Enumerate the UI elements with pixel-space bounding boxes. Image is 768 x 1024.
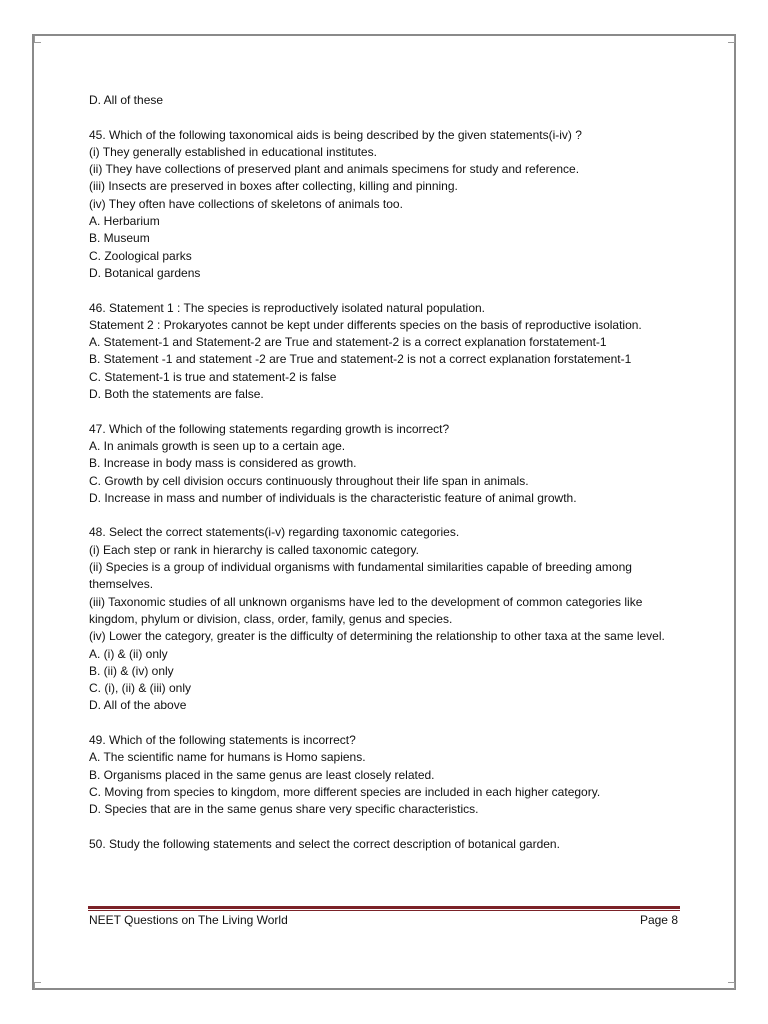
footer-rule: [88, 906, 680, 909]
answer-option: B. Increase in body mass is considered as growth.: [89, 456, 357, 471]
statement: (iii) Taxonomic studies of all unknown organisms have led to the development of common categories like kingdom, phylum or division, class, order, family, genus and species.: [89, 594, 643, 626]
answer-option: C. (i), (ii) & (iii) only: [89, 681, 191, 696]
answer-option: D. All of these: [89, 93, 164, 107]
answer-option: A. (i) & (ii) only: [89, 646, 168, 661]
question-block: [89, 421, 689, 507]
statement: (iii) Insects are preserved in boxes after collecting, killing and pinning.: [89, 179, 458, 194]
answer-option: A. Statement-1 and Statement-2 are True and statement-2 is a correct explanation forstatement-1: [89, 335, 607, 350]
answer-option: C. Statement-1 is true and statement-2 is false: [89, 369, 337, 384]
question-text: 50. Study the following statements and select the correct description of botanical garden.: [89, 836, 560, 851]
answer-option: B. Statement -1 and statement -2 are True and statement-2 is not a correct explanation forstatement-1: [89, 352, 632, 367]
answer-option: C. Moving from species to kingdom, more different species are included in each higher category.: [89, 784, 601, 799]
question-block: [89, 300, 689, 404]
statement: (i) Each step or rank in hierarchy is called taxonomic category.: [89, 542, 419, 557]
answer-option: C. Growth by cell division occurs continuously throughout their life span in animals.: [89, 473, 529, 488]
answer-option: A. Herbarium: [89, 214, 160, 229]
answer-option: A. In animals growth is seen up to a certain age.: [89, 438, 346, 453]
statement: (iv) Lower the category, greater is the difficulty of determining the relationship to other taxa at the same level.: [89, 629, 665, 644]
statement: (ii) They have collections of preserved plant and animals specimens for study and reference.: [89, 162, 580, 177]
answer-option: D. Both the statements are false.: [89, 387, 264, 402]
answer-option: D. Botanical gardens: [89, 265, 201, 280]
question-text: 47. Which of the following statements regarding growth is incorrect?: [89, 421, 450, 436]
question-text: 46. Statement 1 : The species is reproductively isolated natural population.: [89, 300, 486, 315]
answer-option: D. Species that are in the same genus share very specific characteristics.: [89, 802, 479, 817]
question-text: 45. Which of the following taxonomical aids is being described by the given statements(i-iv) ?: [89, 127, 582, 142]
corner-mark: [728, 36, 735, 43]
corner-mark: [728, 982, 735, 989]
statement: Statement 2 : Prokaryotes cannot be kept under differents species on the basis of reproductive isolation.: [89, 317, 642, 332]
question-block: [89, 836, 689, 853]
footer-rule-thin: [88, 910, 680, 911]
question-text: 49. Which of the following statements is incorrect?: [89, 732, 356, 747]
page-number: Page 8: [639, 913, 678, 927]
statement: (i) They generally established in educational institutes.: [89, 144, 377, 159]
footer-title: NEET Questions on The Living World: [89, 913, 288, 927]
corner-mark: [34, 36, 41, 43]
answer-option: D. All of the above: [89, 698, 187, 713]
answer-option: D. Increase in mass and number of individuals is the characteristic feature of animal growth.: [89, 490, 577, 505]
question-block: [89, 732, 689, 818]
corner-mark: [34, 982, 41, 989]
answer-option: B. Museum: [89, 231, 150, 246]
question-block: [89, 127, 689, 283]
answer-option: C. Zoological parks: [89, 248, 192, 263]
question-block: [89, 524, 689, 714]
statement: (iv) They often have collections of skeletons of animals too.: [89, 196, 403, 211]
answer-option: A. The scientific name for humans is Homo sapiens.: [89, 750, 366, 765]
question-text: 48. Select the correct statements(i-v) regarding taxonomic categories.: [89, 525, 460, 540]
statement: (ii) Species is a group of individual organisms with fundamental similarities capable of breeding among themselves.: [89, 560, 632, 592]
page-content: [89, 92, 689, 853]
answer-option: B. Organisms placed in the same genus are least closely related.: [89, 767, 435, 782]
answer-option: B. (ii) & (iv) only: [89, 663, 174, 678]
